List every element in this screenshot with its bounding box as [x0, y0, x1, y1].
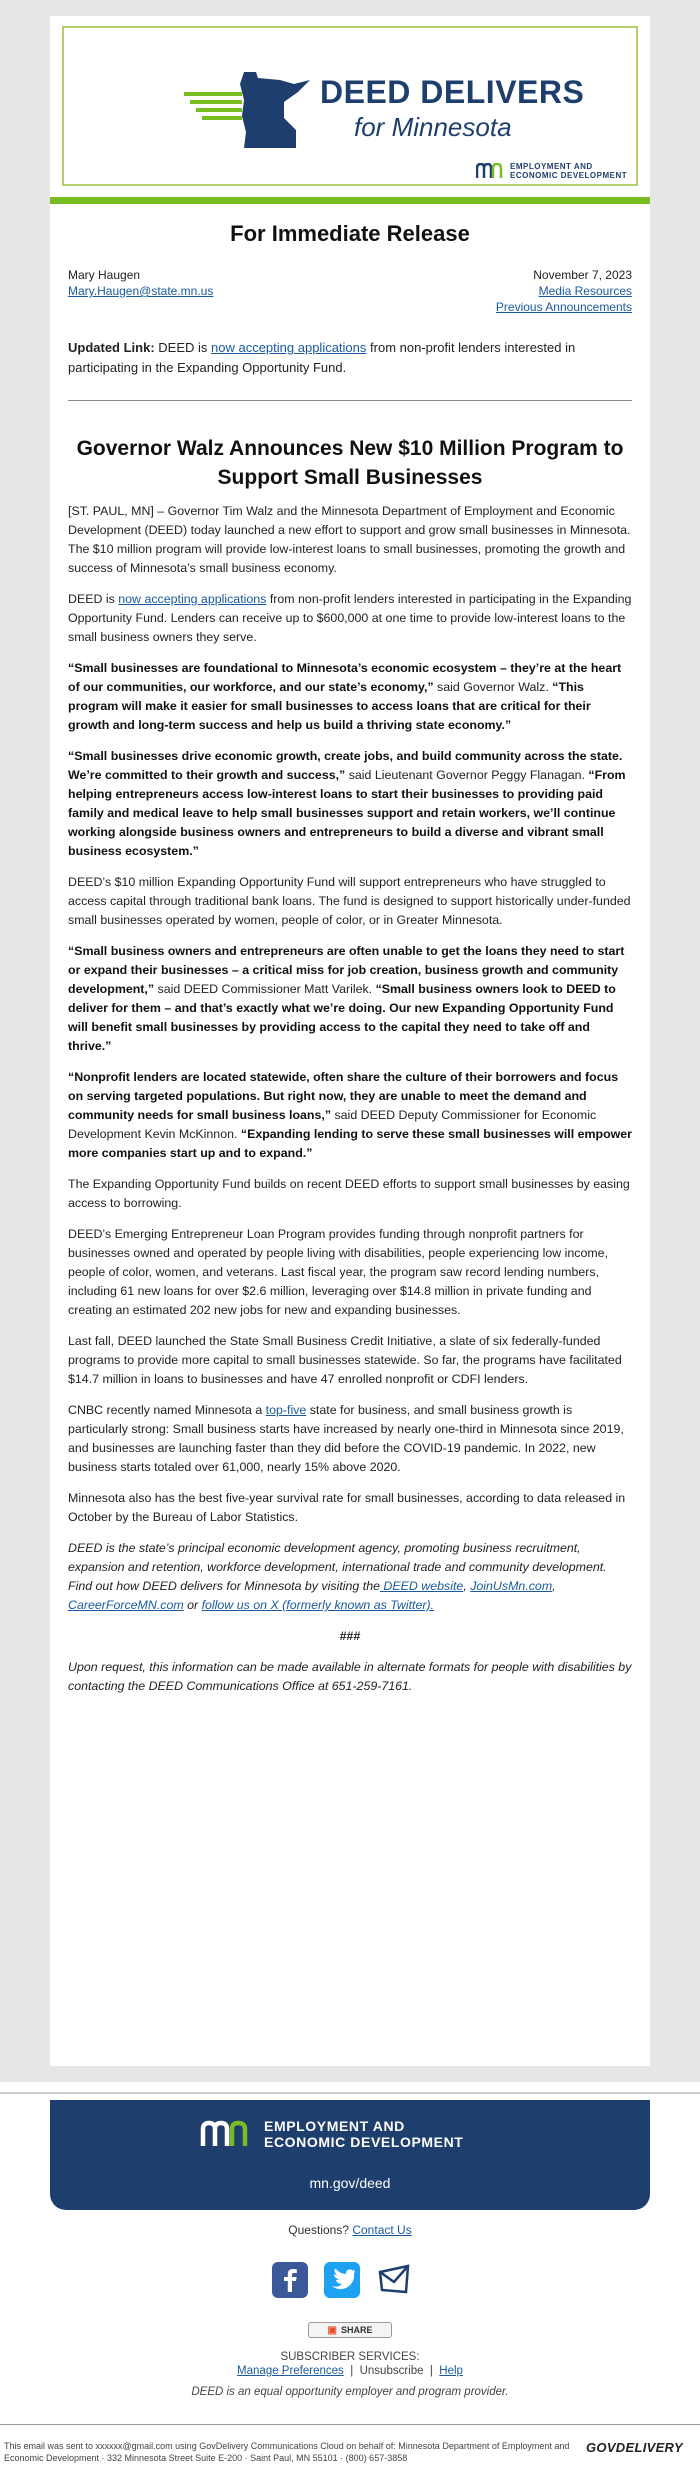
quote: “From helping entrepreneurs access low-interest loans to start their businesses to providing paid family and medical leave to help small businesses support and retain workers, we’ll continue working alongside business owners and entrepreneurs to build a diverse and vibrant small business ecosystem.” [68, 768, 626, 858]
attribution: said Governor Walz. [433, 680, 553, 694]
contact-block [68, 267, 213, 299]
paragraph-emerging-entrepreneur: DEED’s Emerging Entrepreneur Loan Program provides funding through nonprofit partners for businesses owned and operated by people living with disabilities, people experiencing low income, people of color, women, and veterans. Last fiscal year, the program saw record lending numbers, including 61 new loans for over $2.6 million, leveraging over $14.8 million in private funding and creating an estimated 202 new jobs for new and expanding businesses. [68, 1227, 609, 1317]
questions-text: Questions? [288, 2223, 353, 2237]
mn-logo-icon [476, 163, 506, 179]
quote: “Small businesses drive economic growth, create jobs, and build community across the state. We’re committed to their growth and success,” [68, 749, 623, 782]
deed-website-link[interactable]: DEED website [379, 1579, 464, 1593]
contact-us-link[interactable]: Contact Us [352, 2223, 412, 2237]
paragraph-varilek-quote [68, 942, 632, 1056]
footer-divider [0, 2092, 700, 2094]
govdelivery-text: GOVDELIVERY [586, 2440, 683, 2455]
twitter-icon[interactable] [324, 2262, 360, 2298]
paragraph-survival-rate: Minnesota also has the best five-year survival rate for small businesses, according to data released in October by the Bureau of Labor Statistics. [68, 1491, 626, 1524]
quote: “Small business owners and entrepreneurs are often unable to get the loans they need to start or expand their businesses – a critical miss for job creation, business growth and community development,” [68, 944, 625, 996]
paragraph-credit-initiative: Last fall, DEED launched the State Small Business Credit Initiative, a slate of six federally-funded programs to provide more capital to small businesses statewide. So far, the programs have facilitated $14.7 million in loans to businesses and have 47 enrolled nonprofit or CDFI lenders. [68, 1334, 622, 1386]
govdelivery-logo[interactable] [586, 2440, 683, 2455]
paragraph-walz-quote [68, 659, 632, 735]
separator: , [552, 1579, 556, 1593]
footer-agency-line2: ECONOMIC DEVELOPMENT [264, 2134, 464, 2150]
updated-label: Updated Link: [68, 340, 155, 355]
paragraph-fund: DEED’s $10 million Expanding Opportunity Fund will support entrepreneurs who have struggled to access capital through traditional bank loans. The fund is designed to support historically under-funded small businesses operated by women, people of color, or in Greater Minnesota. [68, 875, 631, 927]
footer-agency-logo [200, 2118, 463, 2150]
text: DEED is [68, 592, 119, 606]
separator: | [423, 2365, 440, 2377]
social-links [272, 2262, 412, 2298]
facebook-icon[interactable] [272, 2262, 308, 2298]
share-label: SHARE [340, 2325, 373, 2335]
footer-url[interactable]: mn.gov/deed [309, 2175, 391, 2191]
contact-name: Mary Haugen [68, 268, 141, 282]
updated-link-notice [68, 338, 632, 378]
quote: “Expanding lending to serve these small businesses will empower more companies start up and to expand.” [68, 1127, 632, 1160]
email-card [50, 16, 650, 2066]
contact-email-link[interactable]: Mary.Haugen@state.mn.us [68, 284, 214, 298]
paragraph-about-deed [68, 1539, 632, 1615]
share-button[interactable] [308, 2322, 392, 2338]
deed-agency-logo [476, 162, 627, 180]
accepting-applications-link[interactable]: now accepting applications [211, 340, 367, 355]
legal-footer: This email was sent to xxxxxx@gmail.com using GovDelivery Communications Cloud on behalf of: Minnesota Department of Employment and Economic Development · 332 Minnesota Street Suite E-200 · Saint Paul, MN 55101 · (800) 657-3858 [4, 2441, 570, 2463]
paragraph-flanagan-quote [68, 747, 632, 861]
subscriber-heading: SUBSCRIBER SERVICES: [280, 2351, 420, 2363]
careerforcemn-link[interactable]: CareerForceMN.com [68, 1598, 184, 1612]
text: DEED is the state’s principal economic development agency, promoting business recruitment, expansion and retention, workforce development, international trade and community development. Find out how DEED delivers for Minnesota by visiting the [68, 1541, 607, 1593]
release-date: November 7, 2023 [533, 268, 632, 282]
attribution: said DEED Commissioner Matt Varilek. [154, 982, 376, 996]
updated-text: DEED is [154, 340, 212, 355]
text: state for business, and small business growth is particularly strong: Small business starts have increased by nearly one-third in Minnesota since 2019, and businesses are launching faster than they did before the COVID-19 pandemic. In 2022, new business starts totaled over 61,000, nearly 15% above 2020. [68, 1403, 624, 1474]
email-icon[interactable] [376, 2262, 412, 2298]
section-divider [68, 400, 632, 401]
unsubscribe-link[interactable]: Unsubscribe [359, 2365, 424, 2377]
help-link[interactable]: Help [439, 2365, 463, 2377]
paragraph-applications [68, 590, 632, 647]
quote: “Small businesses are foundational to Minnesota’s economic ecosystem – they’re at the heart of our communities, our workforce, and our state’s economy,” [68, 661, 622, 694]
release-title: For Immediate Release [230, 221, 470, 246]
questions-line [0, 2223, 700, 2237]
accepting-applications-link-2[interactable]: now accepting applications [118, 592, 267, 606]
text: from non-profit lenders interested in participating in the Expanding Opportunity Fund. Lenders can receive up to $600,000 at one time to provide low-interest loans to the small business owners they serve. [68, 592, 632, 644]
agency-line1: EMPLOYMENT AND [510, 162, 593, 171]
paragraph-accessibility: Upon request, this information can be made available in alternate formats for people with disabilities by contacting the DEED Communications Office at 651-259-7161. [68, 1660, 632, 1693]
paragraph-cnbc [68, 1401, 632, 1477]
quote: “Small business owners look to DEED to deliver for them – and that’s exactly what we’re doing. Our new Expanding Opportunity Fund will benefit small businesses by providing access to the capital they need to take off and thrive.” [68, 982, 616, 1053]
header-title: DEED DELIVERS [320, 74, 585, 110]
separator: | [343, 2365, 360, 2377]
minnesota-logo-icon [184, 70, 324, 150]
header-subtitle: for Minnesota [354, 112, 512, 142]
follow-on-x-link[interactable]: follow us on X (formerly known as Twitter). [201, 1598, 435, 1612]
separator: or [183, 1598, 202, 1612]
bookmark-plus-icon: ▣ [327, 2324, 337, 2336]
mn-logo-icon [200, 2120, 254, 2148]
equal-opportunity-note: DEED is an equal opportunity employer and program provider. [191, 2386, 509, 2398]
paragraph-intro: [ST. PAUL, MN] – Governor Tim Walz and the Minnesota Department of Employment and Economic Development (DEED) today launched a new effort to support and grow small businesses in Minnesota. The $10 million program will provide low-interest loans to small businesses, promoting the growth and success of Minnesota’s small business economy. [68, 504, 631, 575]
top-five-link[interactable]: top-five [265, 1403, 307, 1417]
attribution: said DEED Deputy Commissioner for Economic Development Kevin McKinnon. [68, 1108, 597, 1141]
quote: “Nonprofit lenders are located statewide, often share the culture of their borrowers and focus on serving targeted populations. But right now, they are unable to meet the demand and community needs for small business loans,” [68, 1070, 619, 1122]
end-marker: ### [339, 1629, 361, 1643]
manage-preferences-link[interactable]: Manage Preferences [237, 2365, 344, 2377]
footer-banner [50, 2100, 650, 2210]
previous-announcements-link[interactable]: Previous Announcements [495, 300, 632, 314]
bottom-divider [0, 2424, 700, 2425]
footer-agency-line1: EMPLOYMENT AND [264, 2118, 405, 2134]
paragraph-builds-on: The Expanding Opportunity Fund builds on recent DEED efforts to support small businesses by easing access to borrowing. [68, 1177, 630, 1210]
agency-line2: ECONOMIC DEVELOPMENT [510, 171, 628, 180]
subscriber-services [0, 2350, 700, 2378]
updated-text-end: from non-profit lenders interested in participating in the Expanding Opportunity Fund. [68, 340, 576, 375]
quote: “This program will make it easier for small businesses to access loans that are critical for their growth and long-term success and help us build a thriving state economy.” [68, 680, 591, 732]
media-resources-link[interactable]: Media Resources [538, 284, 632, 298]
attribution: said Lieutenant Governor Peggy Flanagan. [345, 768, 589, 782]
green-divider-bar [50, 197, 650, 204]
release-meta [496, 267, 632, 315]
article-headline: Governor Walz Announces New $10 Million Program to Support Small Businesses [76, 437, 624, 489]
separator: , [463, 1579, 471, 1593]
header-banner [62, 26, 638, 186]
paragraph-mckinnon-quote [68, 1068, 632, 1163]
joinusmn-link[interactable]: JoinUsMn.com [470, 1579, 553, 1593]
article-body [68, 502, 632, 1708]
text: CNBC recently named Minnesota a [68, 1403, 266, 1417]
